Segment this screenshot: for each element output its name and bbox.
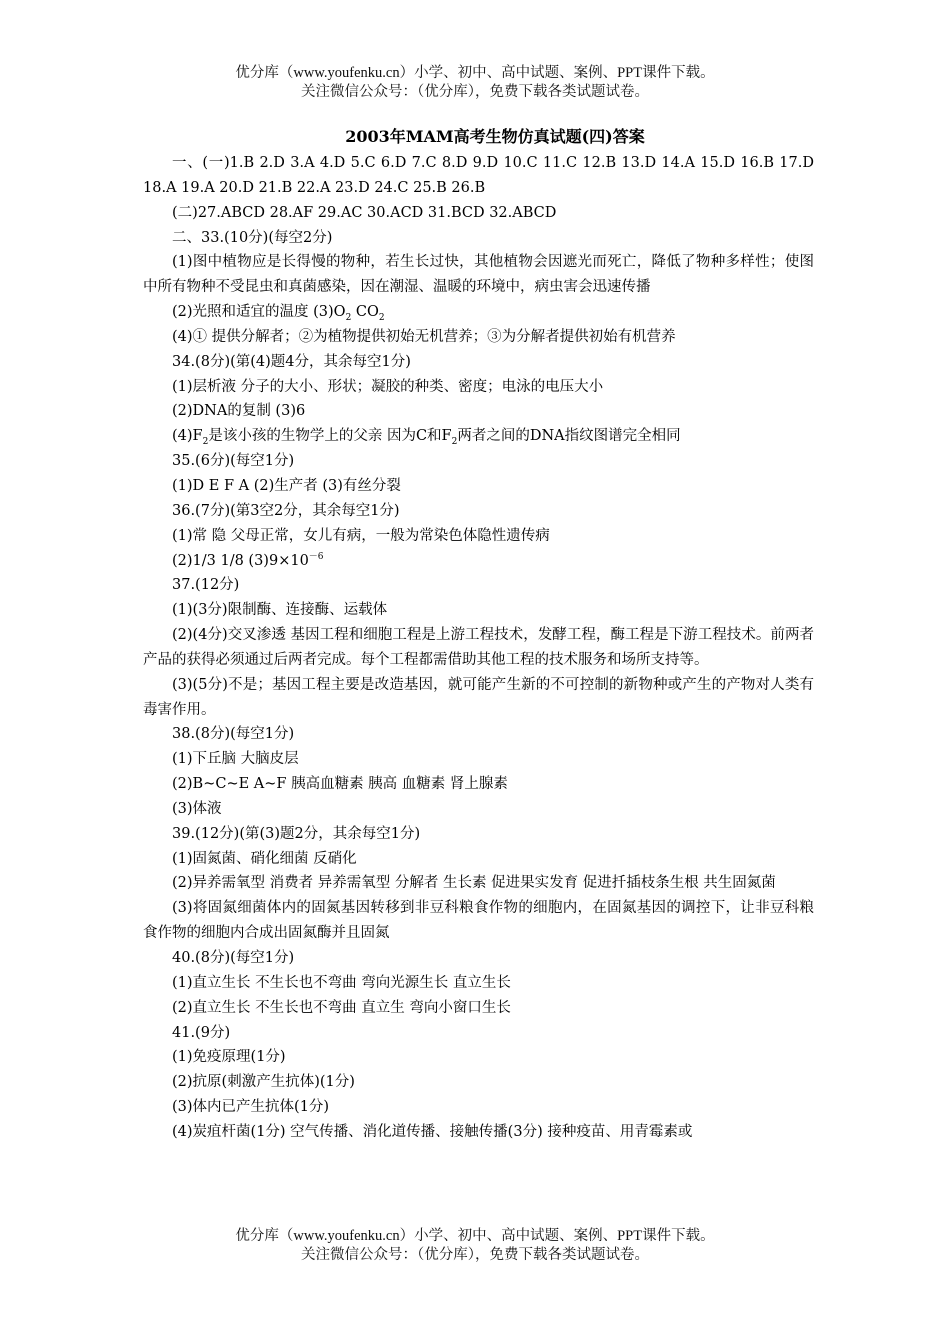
answer-line: (1)层析液 分子的大小、形状；凝胶的种类、密度；电泳的电压大小 <box>172 378 604 395</box>
section-heading: 39.(12分)(第(3)题2分，其余每空1分) <box>172 825 421 842</box>
answer-line: (3)将固氮细菌体内的固氮基因转移到非豆科粮食作物的细胞内，在固氮基因的调控下，让非豆科粮食作物的细胞内合成出固氮酶并且固氮 <box>143 900 814 942</box>
answer-line: (2)异养需氧型 消费者 异养需氧型 分解者 生长素 促进果实发育 促进扦插枝条生根 共生固氮菌 <box>172 875 776 892</box>
subscript: 2 <box>378 312 385 323</box>
section-heading: 41.(9分) <box>172 1024 231 1041</box>
footer-line-1: 优分库（www.youfenku.cn）小学、初中、高中试题、案例、PPT课件下载。 <box>235 1228 715 1244</box>
answer-line: (2)B~C~E A~F 胰高血糖素 胰高 血糖素 肾上腺素 <box>172 776 508 793</box>
answer-line: (4)炭疽杆菌(1分) 空气传播、消化道传播、接触传播(3分) 接种疫苗、用青霉素或 <box>172 1123 693 1140</box>
answer-line: 一、(一)1.B 2.D 3.A 4.D 5.C 6.D 7.C 8.D 9.D 10.C 11.C 12.B 13.D 14.A 15.D 16.B 17.D 18.A 19.A 20.D 21.B 22.A 23.D 24.C 25.B 26.B <box>143 155 814 196</box>
section-heading: 36.(7分)(第3空2分，其余每空1分) <box>172 502 400 519</box>
page-header <box>0 64 950 102</box>
text-run: (2)1/3 1/8 (3)9×10 <box>172 552 309 569</box>
section-heading: 二、33.(10分)(每空2分) <box>172 229 333 246</box>
page-footer <box>0 1227 950 1265</box>
answer-line <box>143 549 814 574</box>
answer-line: (1)常 隐 父母正常，女儿有病，一般为常染色体隐性遗传病 <box>172 527 550 544</box>
section-heading: 37.(12分) <box>172 577 240 594</box>
footer-line-2: 关注微信公众号：（优分库），免费下载各类试题试卷。 <box>301 1247 649 1263</box>
answer-line: (2)抗原(刺激产生抗体)(1分) <box>172 1074 355 1091</box>
section-heading: 35.(6分)(每空1分) <box>172 453 295 470</box>
answer-line: (1)图中植物应是长得慢的物种，若生长过快，其他植物会因遮光而死亡，降低了物种多样性；使图中所有物种不受昆虫和真菌感染，因在潮湿、温暖的环境中，病虫害会迅速传播 <box>143 254 814 296</box>
answer-line: (2)DNA的复制 (3)6 <box>172 403 306 420</box>
answer-line <box>143 300 814 325</box>
section-heading: 34.(8分)(第(4)题4分，其余每空1分) <box>172 353 411 370</box>
text-run: (4)F <box>172 428 203 445</box>
text-run: CO <box>351 304 379 321</box>
answer-body <box>143 151 814 1145</box>
document-title: 2003年MAM高考生物仿真试题(四)答案 <box>345 127 645 146</box>
answer-line: (3)(5分)不是；基因工程主要是改造基因，就可能产生新的不可控制的新物种或产生的产物对人类有毒害作用。 <box>143 676 814 718</box>
answer-line: (1)固氮菌、硝化细菌 反硝化 <box>172 850 357 867</box>
section-heading: 38.(8分)(每空1分) <box>172 726 295 743</box>
text-run: 是该小孩的生物学上的父亲 因为C和F <box>208 428 452 445</box>
subscript: 2 <box>202 437 209 448</box>
text-run: 两者之间的DNA指纹图谱完全相同 <box>457 428 681 445</box>
answer-line <box>143 424 814 449</box>
superscript: －6 <box>308 551 324 562</box>
text-run: (2)光照和适宜的温度 (3)O <box>172 304 346 321</box>
answer-line: (3)体内已产生抗体(1分) <box>172 1099 330 1116</box>
section-heading: 40.(8分)(每空1分) <box>172 950 295 966</box>
answer-line: (2)(4分)交叉渗透 基因工程和细胞工程是上游工程技术，发酵工程，酶工程是下游工程技术。前两者产品的获得必须通过后两者完成。每个工程都需借助其他工程的技术服务和场所支持等。 <box>143 627 814 668</box>
answer-line: (1)免疫原理(1分) <box>172 1049 286 1066</box>
answer-line: (1)下丘脑 大脑皮层 <box>172 751 299 768</box>
subscript: 2 <box>345 312 352 323</box>
answer-line: (3)体液 <box>172 800 222 817</box>
answer-line: (二)27.ABCD 28.AF 29.AC 30.ACD 31.BCD 32.ABCD <box>172 204 557 221</box>
header-line-1: 优分库（www.youfenku.cn）小学、初中、高中试题、案例、PPT课件下载。 <box>235 65 715 81</box>
subscript: 2 <box>451 437 458 448</box>
answer-line: (1)D E F A (2)生产者 (3)有丝分裂 <box>172 477 401 494</box>
header-line-2: 关注微信公众号：（优分库），免费下载各类试题试卷。 <box>301 84 649 100</box>
answer-line: (1)直立生长 不生长也不弯曲 弯向光源生长 直立生长 <box>172 974 511 991</box>
answer-line: (2)直立生长 不生长也不弯曲 直立生 弯向小窗口生长 <box>172 999 511 1016</box>
answer-line: (1)(3分)限制酶、连接酶、运载体 <box>172 602 388 619</box>
answer-line: (4)① 提供分解者；②为植物提供初始无机营养；③为分解者提供初始有机营养 <box>172 328 676 345</box>
